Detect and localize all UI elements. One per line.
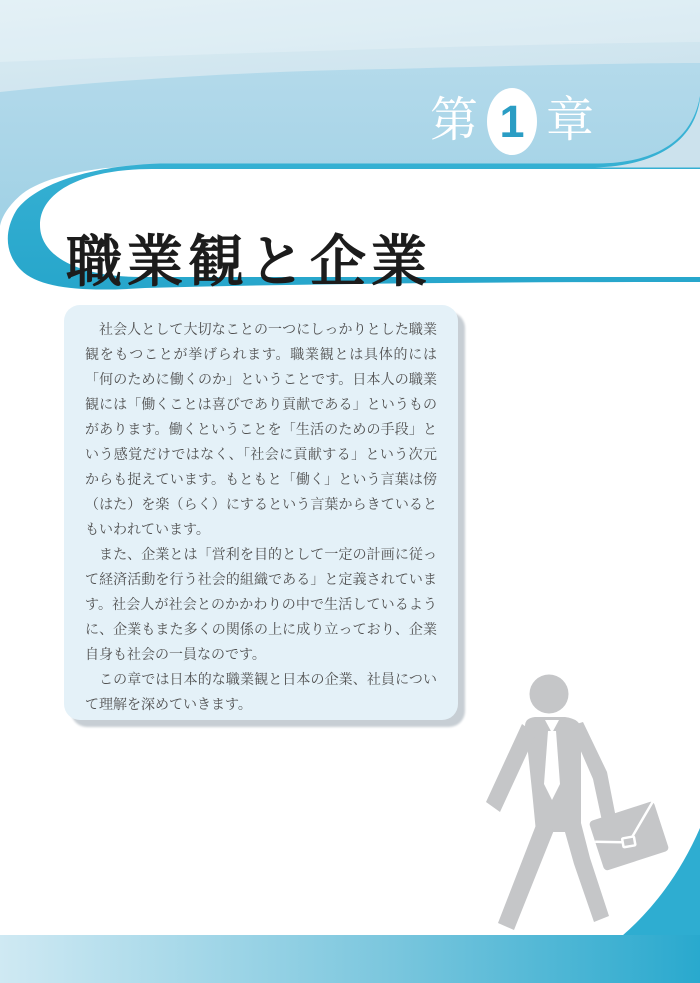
- chapter-badge: [430, 87, 594, 155]
- intro-paragraph: 社会人として大切なことの一つにしっかりとした職業観をもつことが挙げられます。職業観とは具体的には「何のために働くのか」ということです。日本人の職業観には「働くことは喜びであり貢献である」というものがあります。働くということを「生活のための手段」という感覚だけではなく、「社会に貢献する」という次元からも捉えています。もともと「働く」という言葉は傍（はた）を楽（らく）にするという言葉からきているともいわれています。: [85, 321, 437, 537]
- intro-paragraph: この章では日本的な職業観と日本の企業、社員について理解を深めていきます。: [85, 671, 437, 712]
- chapter-number: 1: [499, 95, 525, 147]
- intro-box: [64, 305, 458, 720]
- footer-band: [0, 808, 700, 983]
- footer-gradient-band: [0, 935, 700, 983]
- chapter-number-circle: [487, 88, 537, 155]
- footer-corner-swoosh: [622, 828, 700, 936]
- chapter-suffix-label: 章: [546, 94, 595, 147]
- businessman-head: [530, 675, 569, 714]
- businessman-arm-left: [486, 724, 536, 812]
- intro-paragraph: また、企業とは「営利を目的として一定の計画に従って経済活動を行う社会的組織である」と定義されています。社会人が社会とのかかわりの中で生活しているように、企業もまた多くの関係の上に成り立っており、企業自身も社会の一員なのです。: [85, 546, 437, 662]
- page-title: 職業観と企業: [66, 231, 432, 294]
- chapter-prefix-label: 第: [430, 94, 479, 147]
